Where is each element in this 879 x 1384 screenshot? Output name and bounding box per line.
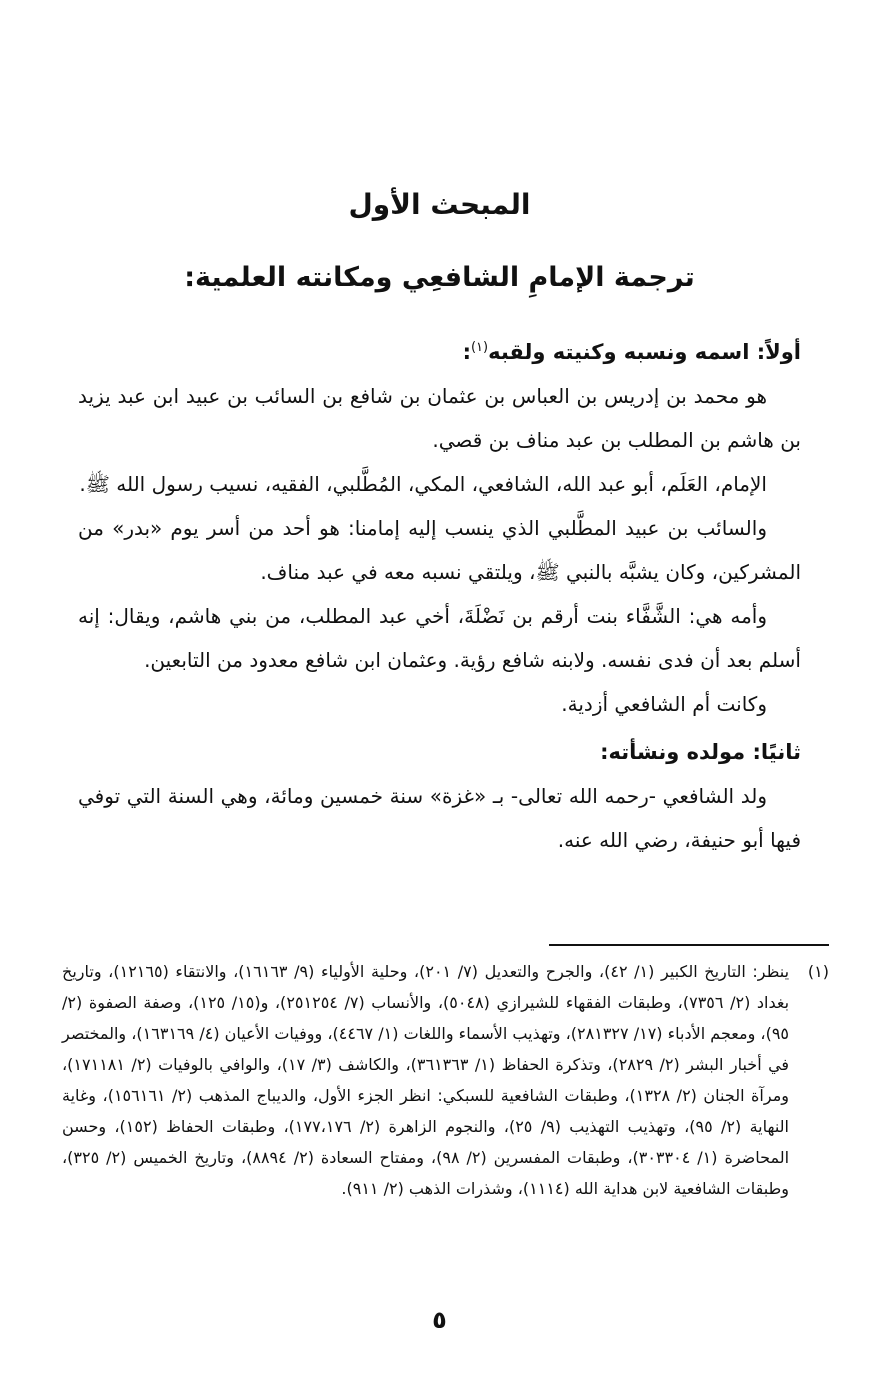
subheading-colon: : (462, 340, 471, 364)
main-text (78, 326, 801, 862)
paragraph-birth: ولد الشافعي -رحمه الله تعالى- بـ «غزة» سنة خمسين ومائة، وهي السنة التي توفي فيها أبو حنيفة، رضي الله عنه. (78, 784, 801, 852)
subheading-birth: ثانيًا: مولده ونشأته: (600, 740, 801, 764)
footnote-divider (549, 944, 829, 946)
paragraph-mother-tribe: وكانت أم الشافعي أزدية. (561, 692, 767, 716)
paragraph-titles: الإمام، العَلَم، أبو عبد الله، الشافعي، المكي، المُطَّلبي، الفقيه، نسيب رسول الله ﷺ. (79, 472, 767, 496)
page-number: ٥ (432, 1306, 447, 1334)
subheading-name-lineage-text: أولاً: اسمه ونسبه وكنيته ولقبه (488, 340, 801, 364)
paragraph-al-saib: والسائب بن عبيد المطَّلبي الذي ينسب إليه إمامنا: هو أحد من أسر يوم «بدر» من المشركين، وكان يشبَّه بالنبي ﷺ، ويلتقي نسبه معه في عبد مناف. (78, 516, 801, 584)
footnote-text: ينظر: التاريخ الكبير (١/ ٤٢)، والجرح والتعديل (٧/ ٢٠١)، وحلية الأولياء (٩/ ١٦١٦٣)، والانتقاء (١٢١٦٥)، وتاريخ بغداد (٢/ ٧٣٥٦)، وطبقات الفقهاء للشيرازي (٥٠٤٨)، والأنساب (٧/ ٢٥١٢٥٤)، و(١٥/ ١٢٥)، وصفة الصفوة (٢/ ٩٥)، ومعجم الأدباء (١٧/ ٢٨١٣٢٧)، وتهذيب الأسماء واللغات (١/ ٤٤٦٧)، ووفيات الأعيان (٤/ ١٦٣١٦٩)، والمختصر في أخبار البشر (٢/ ٢٨٢٩)، وتذكرة الحفاظ (١/ ٣٦١٣٦٣)، والكاشف (٣/ ١٧)، والوافي بالوفيات (٢/ ١٧١١٨١)، ومرآة الجنان (٢/ ١٣٢٨)، وطبقات الشافعية للسبكي: انظر الجزء الأول، والديباج المذهب (٢/ ١٥٦١٦١)، وغاية النهاية (٢/ ٩٥)، وتهذيب التهذيب (٩/ ٢٥)، والنجوم الزاهرة (٢/ ١٧٧،١٧٦)، وطبقات الحفاظ (١٥٢)، وحسن المحاضرة (١/ ٣٠٣٣٠٤)، وطبقات المفسرين (٢/ ٩٨)، ومفتاح السعادة (٢/ ٨٨٩٤)، وتاريخ الخميس (٢/ ٣٢٥)، وطبقات الشافعية لابن هداية الله (١١١٤)، وشذرات الذهب (٢/ ٩١١). (62, 962, 790, 1198)
chapter-title: المبحث الأول (348, 188, 531, 221)
footnote-marker: (١) (807, 962, 829, 981)
footnote-reference[interactable]: (١) (470, 340, 489, 355)
subheading-name-lineage (78, 326, 801, 374)
paragraph-lineage: هو محمد بن إدريس بن العباس بن عثمان بن شافع بن السائب بن عبيد ابن عبد يزيد بن هاشم بن المطلب بن عبد مناف بن قصي. (78, 384, 801, 452)
section-title: ترجمة الإمامِ الشافعِي ومكانته العلمية: (184, 262, 695, 293)
footnote (62, 956, 829, 1204)
paragraph-mother: وأمه هي: الشَّفَّاء بنت أرقم بن نَضْلَةَ، أخي عبد المطلب، من بني هاشم، ويقال: إنه أسلم بعد أن فدى نفسه. ولابنه شافع رؤية. وعثمان ابن شافع معدود من التابعين. (78, 604, 801, 672)
